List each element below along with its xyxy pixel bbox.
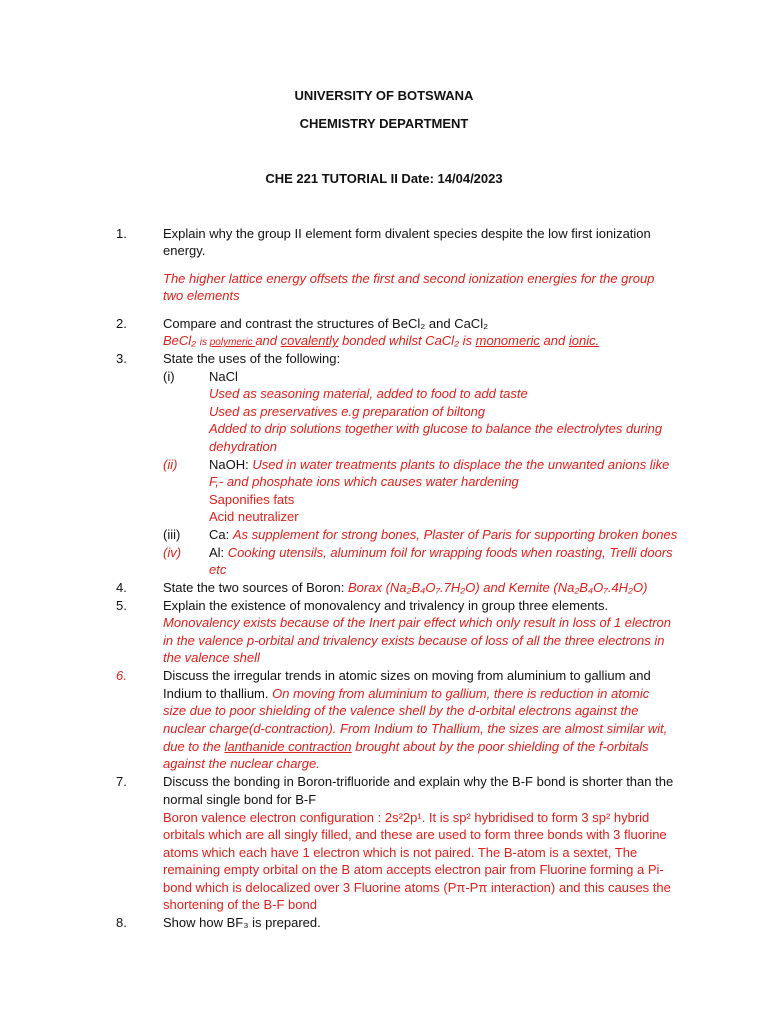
answer-text: Borax (Na₂B₄O₇.7H₂O) and Kernite (Na₂B₄O₇.4H₂O)	[348, 580, 648, 595]
sub-item-name: NaOH:	[209, 457, 253, 472]
question-text: State the uses of the following:	[163, 351, 341, 366]
question-text: Show how BF₃ is prepared.	[163, 915, 321, 930]
sub-label: (ii)	[163, 457, 178, 472]
question-number: 2.	[116, 316, 127, 331]
question-number: 8.	[116, 915, 127, 930]
question-number: 6.	[116, 668, 127, 683]
answer-text: dehydration	[209, 439, 277, 454]
sub-label: (iii)	[163, 527, 181, 542]
answer-fragment: bonded whilst CaCl₂ is	[338, 333, 476, 348]
answer-fragment: brought about by the poor shielding of the f-orbitals	[351, 739, 649, 754]
question-text: normal single bond for B-F	[163, 792, 317, 807]
answer-text: The higher lattice energy offsets the first and second ionization energies for the group	[163, 271, 655, 286]
answer-text: On moving from aluminium to gallium, there is reduction in atomic	[272, 686, 650, 701]
sub-item-name: NaCl	[209, 369, 238, 384]
answer-text: atoms which each have 1 electron which is not paired. The B-atom is a sextet, The	[163, 845, 638, 860]
question-number: 5.	[116, 598, 127, 613]
answer-text: size due to poor shielding of the valence shell by the d-orbital electrons against the	[163, 703, 639, 718]
answer-text: Saponifies fats	[209, 492, 295, 507]
answer-text: Cooking utensils, aluminum foil for wrapping foods when roasting, Trelli doors	[227, 545, 673, 560]
question-text: Discuss the bonding in Boron-trifluoride and explain why the B-F bond is shorter than the	[163, 774, 674, 789]
sub-label: (i)	[163, 369, 175, 384]
answer-fragment: due to the	[163, 739, 225, 754]
question-text: Explain the existence of monovalency and trivalency in group three elements.	[163, 598, 609, 613]
answer-fragment: covalently	[280, 333, 339, 348]
answer-text: two elements	[163, 288, 240, 303]
answer-fragment: monomeric	[475, 333, 540, 348]
question-text	[163, 579, 647, 597]
university-name: UNIVERSITY OF BOTSWANA	[294, 88, 474, 103]
question-number: 4.	[116, 580, 127, 595]
answer-text: As supplement for strong bones, Plaster of Paris for supporting broken bones	[232, 527, 678, 542]
tutorial-title: CHE 221 TUTORIAL II Date: 14/04/2023	[265, 171, 503, 186]
sub-item-name: Al:	[209, 545, 228, 560]
question-text: Compare and contrast the structures of BeCl₂ and CaCl₂	[163, 316, 489, 331]
question-text: Discuss the irregular trends in atomic sizes on moving from aluminium to gallium and	[163, 668, 651, 683]
question-text: energy.	[163, 243, 206, 258]
answer-text: Acid neutralizer	[209, 509, 299, 524]
answer-text: etc	[209, 562, 227, 577]
answer-text: Used as seasoning material, added to food to add taste	[209, 386, 528, 401]
answer-text: shortening of the B-F bond	[163, 897, 317, 912]
department-name: CHEMISTRY DEPARTMENT	[299, 116, 469, 131]
question-fragment: Indium to thallium.	[163, 686, 273, 701]
answer-fragment: and	[255, 333, 281, 348]
answer-text: orbitals which are all singly filled, and these are used to form three bonds with 3 fluorine	[163, 827, 667, 842]
question-text	[163, 685, 649, 703]
answer-text: nuclear charge(d-contraction). From Indium to Thallium, the sizes are almost similar wit,	[163, 721, 668, 736]
question-fragment: State the two sources of Boron:	[163, 580, 348, 595]
answer-text: F,- and phosphate ions which causes water hardening	[209, 474, 519, 489]
sub-label: (iv)	[163, 545, 182, 560]
answer-fragment: is	[199, 337, 210, 348]
answer-text: Used in water treatments plants to displace the the unwanted anions like	[252, 457, 670, 472]
question-number: 7.	[116, 774, 127, 789]
question-text: Explain why the group II element form divalent species despite the low first ionization	[163, 226, 651, 241]
answer-fragment: lanthanide contraction	[224, 739, 352, 754]
answer-text: Boron valence electron configuration : 2s²2p¹. It is sp² hybridised to form 3 sp² hybrid	[163, 810, 650, 825]
answer-fragment: polymeric	[209, 337, 256, 348]
sub-item	[209, 456, 669, 474]
sub-item-name: Ca:	[209, 527, 233, 542]
answer-fragment: ionic	[568, 333, 596, 348]
answer-fragment: and	[539, 333, 569, 348]
answer-fragment: .	[595, 333, 600, 348]
answer-text: bond which is delocalized over 3 Fluorine atoms (Pπ-Pπ interaction) and this causes the	[163, 880, 671, 895]
answer-text: against the nuclear charge.	[163, 756, 320, 771]
answer-text: the valence shell	[163, 650, 260, 665]
question-number: 1.	[116, 226, 127, 241]
answer-text: Used as preservatives e.g preparation of biltong	[209, 404, 486, 419]
answer-text: Monovalency exists because of the Inert pair effect which only result in loss of 1 electron	[163, 615, 671, 630]
question-number: 3.	[116, 351, 127, 366]
sub-item	[209, 544, 673, 562]
sub-item	[209, 526, 677, 544]
answer-fragment: BeCl₂	[163, 333, 200, 348]
answer-text: Added to drip solutions together with glucose to balance the electrolytes during	[209, 421, 663, 436]
answer-text: in the valence p-orbital and trivalency exists because of loss of all the three electrons in	[163, 633, 665, 648]
answer-text: remaining empty orbital on the B atom accepts electron pair from Fluorine forming a Pi-	[163, 862, 664, 877]
answer-text	[163, 332, 599, 352]
answer-text	[163, 738, 649, 756]
